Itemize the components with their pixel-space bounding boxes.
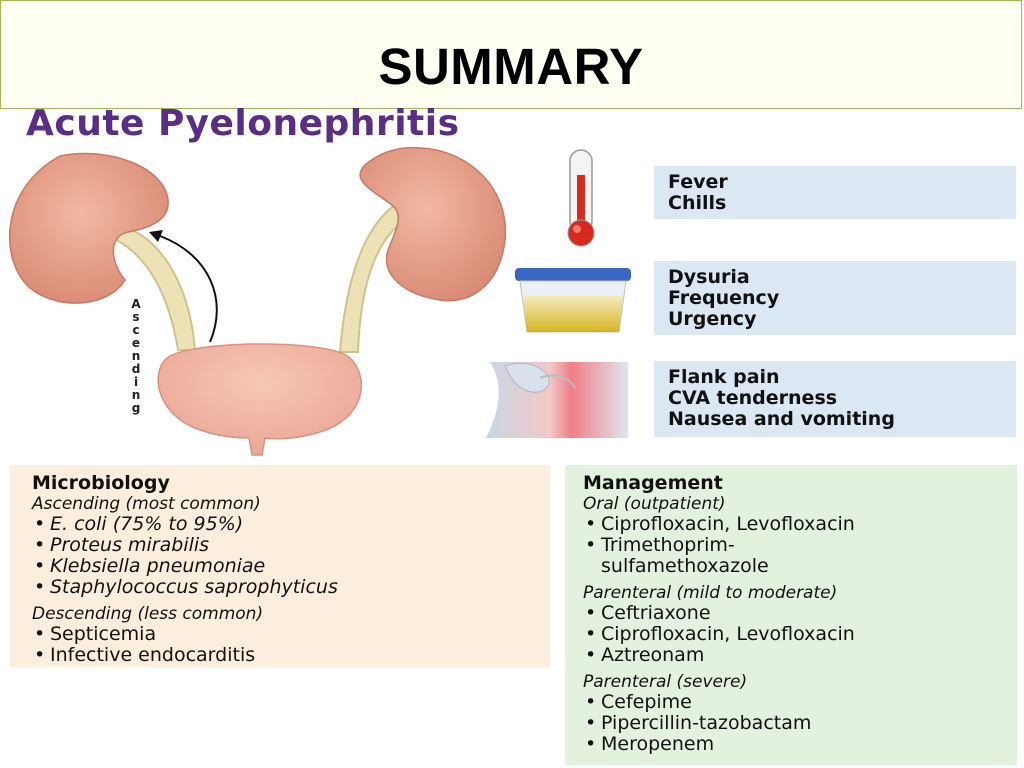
symptom-box-fever	[654, 166, 1016, 219]
thermometer-icon	[568, 150, 594, 246]
ascending-label-letter: g	[131, 401, 141, 415]
microbiology-list-ascending	[32, 514, 528, 598]
list-item: • Klebsiella pneumoniae	[32, 556, 528, 577]
management-list-oral	[583, 514, 999, 577]
list-item: • Pipercillin-tazobactam	[583, 713, 999, 734]
group-label: Ascending (most common)	[32, 494, 261, 514]
symptom-line: Urgency	[668, 308, 757, 330]
ascending-label-letter: d	[131, 362, 141, 376]
ascending-label-letter: n	[131, 388, 141, 402]
symptom-line: Dysuria	[668, 266, 750, 288]
bladder	[158, 344, 361, 455]
ascending-label-letter: i	[133, 375, 139, 389]
ascending-label	[129, 298, 143, 415]
management-list-parenteral-severe	[583, 692, 999, 755]
ascending-label-letter: c	[132, 323, 140, 337]
microbiology-title: Microbiology	[32, 472, 170, 494]
symptom-box-urinary	[654, 261, 1016, 335]
ascending-label-letter: e	[131, 336, 141, 350]
list-item: • Septicemia	[32, 624, 528, 645]
ascending-label-letter: A	[131, 297, 141, 311]
list-item: • Infective endocarditis	[32, 645, 528, 666]
microbiology-box	[10, 465, 550, 667]
group-label: Parenteral (severe)	[583, 672, 748, 692]
management-box	[565, 465, 1017, 765]
list-item: • Ceftriaxone	[583, 603, 999, 624]
microbiology-list-descending	[32, 624, 528, 666]
symptom-line: Chills	[668, 192, 727, 214]
list-item: sulfamethoxazole	[601, 555, 769, 577]
list-item: • E. coli (75% to 95%)	[32, 514, 528, 535]
group-label: Descending (less common)	[32, 604, 264, 624]
list-item: • Staphylococcus saprophyticus	[32, 577, 528, 598]
list-item: • Proteus mirabilis	[32, 535, 528, 556]
list-item: • Meropenem	[583, 734, 999, 755]
group-label: Oral (outpatient)	[583, 494, 726, 514]
diagram-heading: Acute Pyelonephritis	[26, 103, 460, 144]
list-item: • Ciprofloxacin, Levofloxacin	[583, 624, 999, 645]
ascending-label-letter: n	[131, 349, 141, 363]
ascending-label-letter: s	[132, 310, 140, 324]
symptom-line: Fever	[668, 171, 728, 193]
list-item: • Trimethoprim-	[583, 535, 999, 556]
symptom-line: CVA tenderness	[668, 387, 838, 409]
management-title: Management	[583, 472, 723, 494]
urine-cup-icon	[515, 268, 631, 332]
management-list-parenteral-mild	[583, 603, 999, 666]
symptom-line: Frequency	[668, 287, 780, 309]
list-item: • Ciprofloxacin, Levofloxacin	[583, 514, 999, 535]
list-item: • Aztreonam	[583, 645, 999, 666]
symptom-line: Nausea and vomiting	[668, 408, 895, 430]
list-item: • Cefepime	[583, 692, 999, 713]
symptom-line: Flank pain	[668, 366, 780, 388]
left-ureter	[112, 226, 195, 350]
group-label: Parenteral (mild to moderate)	[583, 583, 838, 603]
slide-title: SUMMARY	[378, 38, 644, 95]
symptom-box-flank	[654, 361, 1016, 437]
flank-back-icon	[486, 362, 628, 438]
left-kidney	[10, 154, 168, 304]
